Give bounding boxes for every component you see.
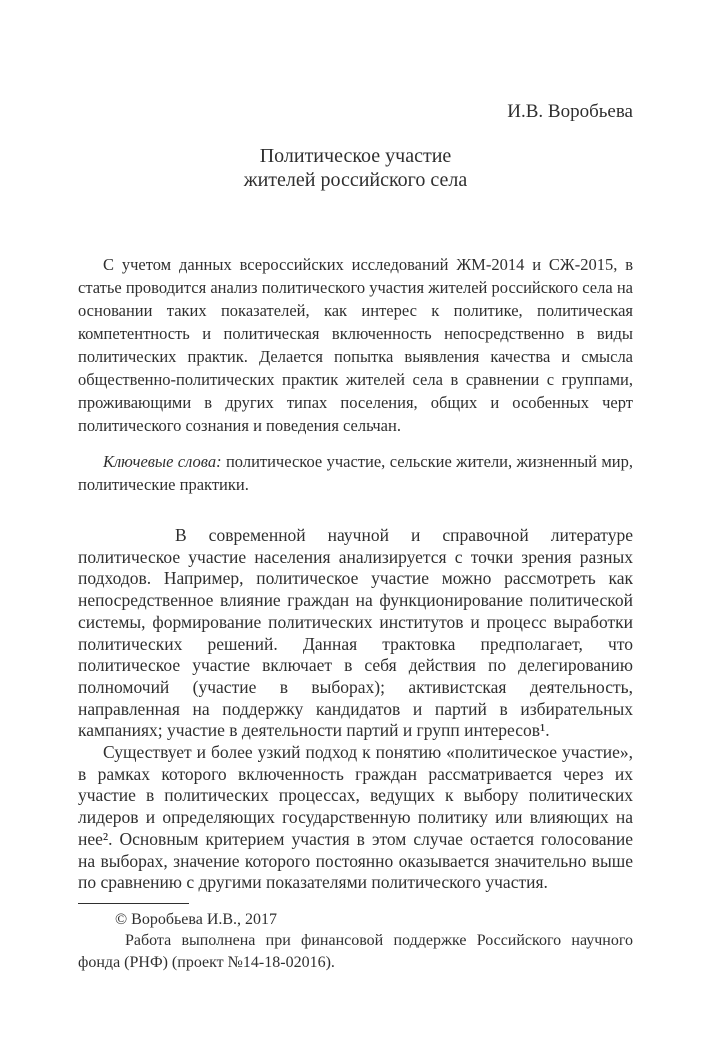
footnote-separator-rule [78, 903, 189, 904]
footnote-funding: Работа выполнена при финансовой поддержке Российского научного фонда (РНФ) (проект №14-18-02016). [78, 932, 633, 971]
footnote-copyright: © Воробьева И.В., 2017 [115, 910, 278, 928]
keywords-paragraph [78, 450, 633, 496]
body-paragraph-1: В современной научной и справочной литературе политическое участие населения анализируется с точки зрения разных подходов. Например, политическое участие можно рассмотреть как непосредственное влияние граждан на функционирование политической системы, формирование политических институтов и процесс выработки политических решений. Данная трактовка предполагает, что политическое участие включает в себя действия по делегированию полномочий (участие в выборах); активистская деятельность, направленная на поддержку кандидатов и партий в избирательных кампаниях; участие в деятельности партий и групп интересов¹. [78, 525, 633, 741]
paper-title [78, 144, 633, 192]
author-line: И.В. Воробьева [507, 101, 633, 122]
keywords-text: политическое участие, сельские жители, жизненный мир, политические практики. [78, 452, 634, 494]
abstract-paragraph: С учетом данных всероссийских исследований ЖМ-2014 и СЖ-2015, в статье проводится анализ политического участия жителей российского села на основании таких показателей, как интерес к политике, политическая компетентность и политическая включенность непосредственно в виды политических практик. Делается попытка выявления качества и смысла общественно-политических практик жителей села в сравнении с группами, проживающими в других типах поселения, общих и особенных черт политического сознания и поведения сельчан. [78, 255, 633, 435]
keywords-label: Ключевые слова: [103, 452, 222, 471]
body-paragraph-2: Существует и более узкий подход к понятию «политическое участие», в рамках которого включенность граждан рассматривается через их участие в политических процессах, ведущих к выбору политических лидеров и определяющих государственную политику или влияющих на нее². Основным критерием участия в этом случае остается голосование на выборах, значение которого постоянно оказывается значительно выше по сравнению с другими показателями политического участия. [78, 742, 633, 893]
paper-title-line1: Политическое участие [259, 145, 452, 167]
paper-title-line2: жителей российского села [243, 169, 468, 191]
